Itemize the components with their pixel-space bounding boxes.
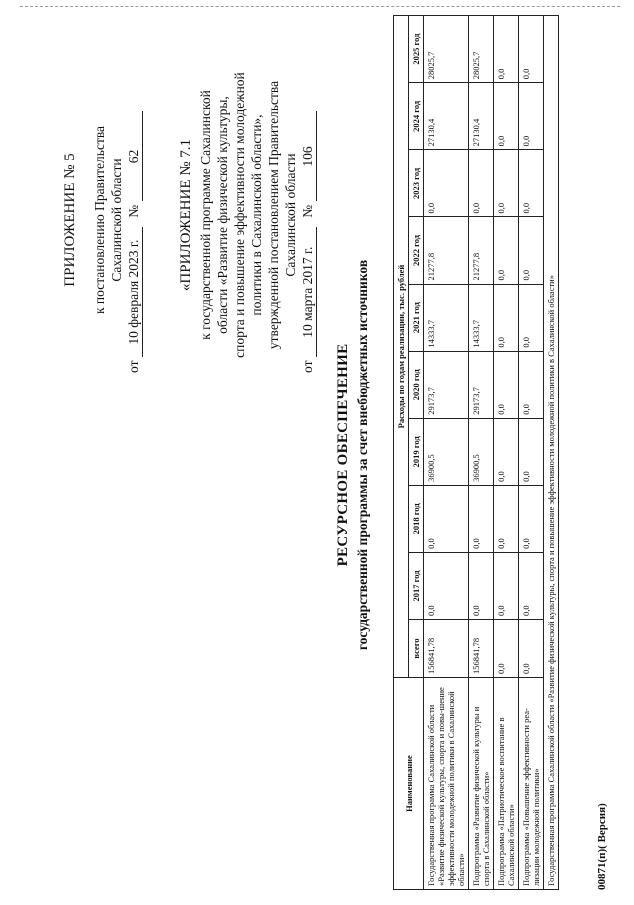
row-value-cell: 0,0: [494, 16, 519, 83]
document-subtitle: государственной программы за счет внебюджетных источников: [355, 259, 370, 651]
col-year-header: 2018 год: [409, 485, 424, 552]
number-label: №: [300, 204, 315, 218]
appendix-5-line2: Сахалинской области: [109, 158, 124, 282]
row-value-cell: 0,0: [519, 552, 544, 619]
appendix-7-1-line: к государственной программе Сахалинской: [198, 90, 213, 340]
resource-table-wrap: [393, 15, 559, 890]
row-value-cell: 0,0: [494, 552, 519, 619]
appendix-5-date-line: [125, 55, 143, 385]
row-value-cell: 0,0: [519, 217, 544, 284]
row-value-cell: 0,0: [494, 284, 519, 351]
row-value-cell: 28025,7: [424, 16, 469, 83]
footer-code: 00871(п)( Версия): [596, 803, 608, 890]
appendix-7-1-date: 10 марта 2017 г.: [299, 227, 317, 357]
row-value-cell: 0,0: [519, 150, 544, 217]
appendix-7-1-line: Сахалинской области: [283, 153, 298, 277]
row-value-cell: 14333,7: [424, 284, 469, 351]
row-value-cell: 14333,7: [469, 284, 494, 351]
appendix-7-1-line: области «Развитие физической культуры,: [215, 96, 230, 334]
row-value-cell: 0,0: [519, 284, 544, 351]
row-value-cell: 0,0: [519, 16, 544, 83]
row-value-cell: 0,0: [494, 351, 519, 418]
col-total-header: всего: [409, 620, 424, 678]
col-year-header: 2023 год: [409, 150, 424, 217]
row-value-cell: 29173,7: [469, 351, 494, 418]
appendix-5-line1: к постановлению Правительства: [92, 125, 107, 315]
row-value-cell: 0,0: [424, 150, 469, 217]
row-value-cell: 0,0: [494, 150, 519, 217]
row-value-cell: 0,0: [469, 150, 494, 217]
row-value-cell: 0,0: [424, 552, 469, 619]
number-label: №: [126, 204, 141, 218]
document-title: РЕСУРСНОЕ ОБЕСПЕЧЕНИЕ: [335, 343, 351, 567]
col-year-header: 2025 год: [409, 16, 424, 83]
row-value-cell: 36900,5: [424, 418, 469, 485]
resource-table: [393, 15, 559, 890]
row-total-cell: 0,0: [519, 620, 544, 678]
row-value-cell: 0,0: [519, 485, 544, 552]
col-year-header: 2021 год: [409, 284, 424, 351]
table-header-row: [394, 16, 409, 890]
from-label: от: [126, 360, 141, 373]
table-row: [519, 16, 544, 890]
row-value-cell: 21277,8: [469, 217, 494, 284]
row-value-cell: 0,0: [519, 418, 544, 485]
row-name-cell: Государственная программа Сахалинской области «Развитие физической культуры, спорта и повы-шение эффективности молодежной политики в Сахалинской области»: [424, 678, 469, 890]
row-value-cell: 0,0: [519, 351, 544, 418]
row-value-cell: 0,0: [494, 83, 519, 150]
scan-edge-line: [20, 6, 620, 7]
col-name-header: Наименование: [394, 678, 424, 890]
col-year-header: 2020 год: [409, 351, 424, 418]
col-year-header: 2022 год: [409, 217, 424, 284]
row-value-cell: 36900,5: [469, 418, 494, 485]
appendix-7-1-line: политики в Сахалинской области»,: [249, 114, 264, 316]
appendix-7-1-line: утвержденной постановлением Правительства: [266, 80, 281, 350]
row-value-cell: 0,0: [469, 552, 494, 619]
row-value-cell: 0,0: [494, 418, 519, 485]
appendix-5-date: 10 февраля 2023 г.: [125, 227, 143, 357]
table-footer-row: [544, 16, 559, 890]
row-value-cell: 29173,7: [424, 351, 469, 418]
from-label: от: [300, 360, 315, 373]
row-value-cell: 0,0: [494, 485, 519, 552]
appendix-5-number: 62: [125, 112, 143, 202]
row-value-cell: 0,0: [519, 83, 544, 150]
appendix-7-1-date-line: [299, 45, 317, 385]
appendix-7-1-line: спорта и повышение эффективности молодежной: [232, 72, 247, 358]
appendix-5-block: [62, 55, 143, 385]
row-name-cell: Подпрограмма «Патриотическое воспитание в Сахалинской области»: [494, 678, 519, 890]
appendix-7-1-block: [178, 45, 317, 385]
col-year-header: 2017 год: [409, 552, 424, 619]
row-name-cell: Подпрограмма «Развитие физической культуры и спорта в Сахалинской области»: [469, 678, 494, 890]
appendix-5-title: ПРИЛОЖЕНИЕ № 5: [62, 153, 78, 287]
table-row: [424, 16, 469, 890]
appendix-7-1-title: «ПРИЛОЖЕНИЕ № 7.1: [178, 138, 194, 292]
row-value-cell: 27130,4: [469, 83, 494, 150]
col-year-header: 2024 год: [409, 83, 424, 150]
row-total-cell: 0,0: [494, 620, 519, 678]
footer-row-cell: Государственная программа Сахалинской области «Развитие физической культуры, спорта и повышение эффективности молодежной политики в Сахалинской области»: [544, 16, 559, 890]
row-value-cell: 0,0: [424, 485, 469, 552]
row-total-cell: 156841,78: [469, 620, 494, 678]
row-value-cell: 28025,7: [469, 16, 494, 83]
table-row: [494, 16, 519, 890]
row-name-cell: Подпрограмма «Повышение эффективности реа-лизации молодежной политики»: [519, 678, 544, 890]
row-total-cell: 156841,78: [424, 620, 469, 678]
col-year-header: 2019 год: [409, 418, 424, 485]
col-group-header: Расходы по годам реализации, тыс. рублей: [394, 16, 409, 678]
row-value-cell: 0,0: [494, 217, 519, 284]
appendix-7-1-number: 106: [299, 112, 317, 202]
row-value-cell: 21277,8: [424, 217, 469, 284]
row-value-cell: 0,0: [469, 485, 494, 552]
table-row: [469, 16, 494, 890]
row-value-cell: 27130,4: [424, 83, 469, 150]
